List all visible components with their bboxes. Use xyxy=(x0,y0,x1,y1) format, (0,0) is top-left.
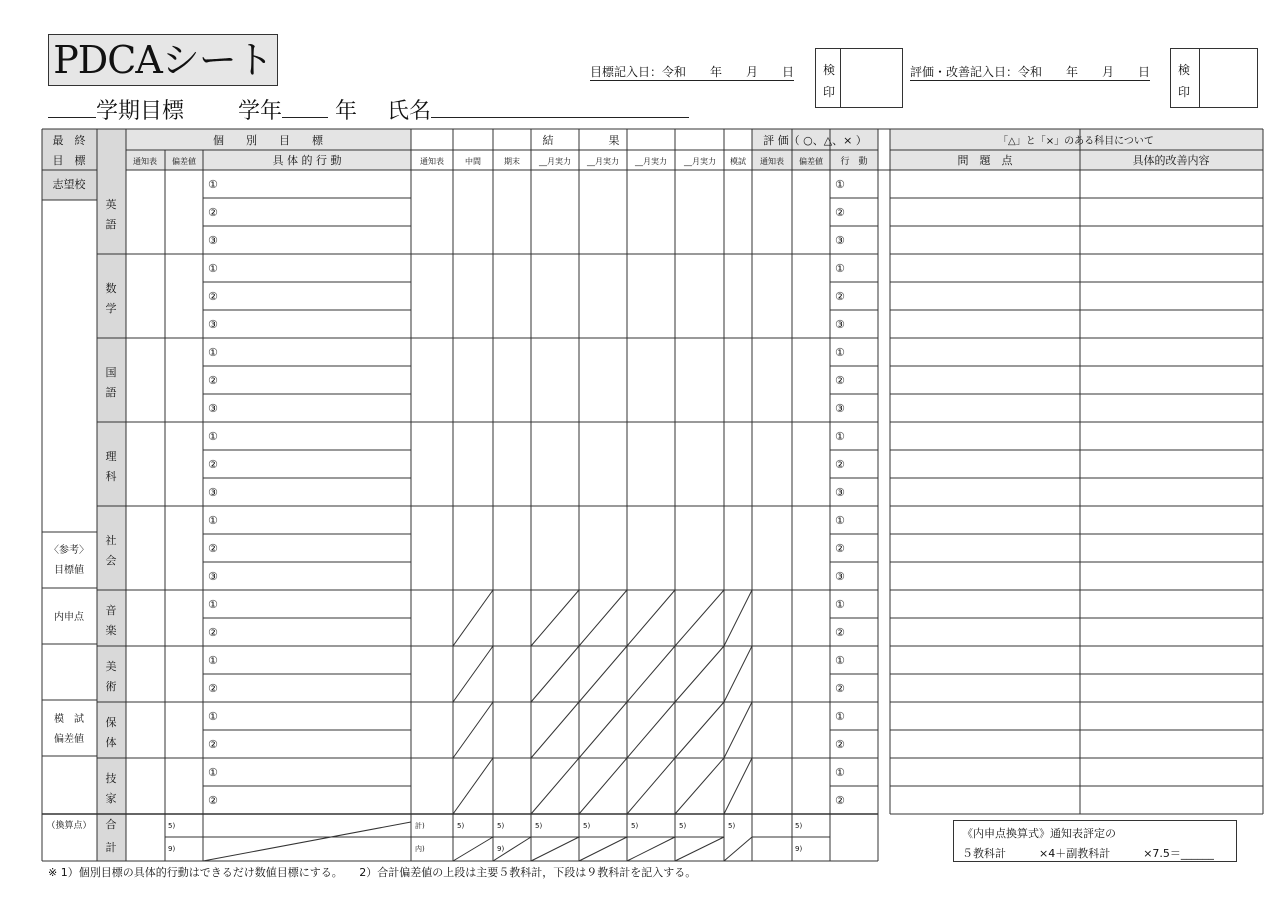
strike-diag xyxy=(724,702,752,758)
strike-diag xyxy=(675,702,724,758)
strike-diag xyxy=(453,702,493,758)
col-tsuchi: 通知表 xyxy=(133,157,157,166)
subject-name-6-b: 術 xyxy=(105,680,117,693)
total-diag xyxy=(675,837,724,861)
strike-diag xyxy=(579,758,627,814)
action-num-2-2: ③ xyxy=(208,402,218,415)
strike-diag xyxy=(675,646,724,702)
term-goal-label: 学期目標 xyxy=(96,99,185,124)
action-num-2-0: ① xyxy=(208,346,218,359)
strike-diag xyxy=(724,646,752,702)
action-num-0-0: ① xyxy=(208,178,218,191)
total-diag xyxy=(579,837,627,861)
results-group-label: 結 果 xyxy=(542,134,620,147)
total-diag xyxy=(531,837,579,861)
col-hensa: 偏差値 xyxy=(172,157,196,166)
action-num-7-0: ① xyxy=(208,710,218,723)
action-num-0-2: ③ xyxy=(208,234,218,247)
col-jitsu-1: __月実力 xyxy=(587,157,619,166)
strike-diag xyxy=(627,646,675,702)
res-five-6: 5) xyxy=(728,822,736,830)
koudou-num-2-1: ② xyxy=(835,374,845,387)
subject-name-7-b: 体 xyxy=(105,736,117,749)
action-num-3-1: ② xyxy=(208,458,218,471)
subject-name-3-b: 科 xyxy=(105,470,117,483)
strike-diag xyxy=(531,702,579,758)
eval-group-label: 評 価（ ○、△、× ） xyxy=(763,134,867,147)
strike-diag xyxy=(675,758,724,814)
total-diag xyxy=(627,837,675,861)
col-chukan: 中間 xyxy=(465,157,481,166)
subject-name-1-a: 数 xyxy=(105,282,117,295)
col-action: 具 体 的 行 動 xyxy=(272,154,342,167)
strike-diag xyxy=(453,758,493,814)
total-nine: 9) xyxy=(168,845,176,853)
total-five: 5) xyxy=(168,822,176,830)
action-num-6-1: ② xyxy=(208,682,218,695)
koudou-num-6-1: ② xyxy=(835,682,845,695)
res-five-3: 5) xyxy=(583,822,591,830)
col-jitsu-3: __月実力 xyxy=(684,157,716,166)
action-num-5-1: ② xyxy=(208,626,218,639)
subject-name-5-b: 楽 xyxy=(105,624,117,637)
name-label: 氏名 xyxy=(387,99,432,124)
koudou-num-8-0: ① xyxy=(835,766,845,779)
koudou-num-6-0: ① xyxy=(835,654,845,667)
formula-line: ５教科計 ×4＋副教科計 ×7.5＝______ xyxy=(962,847,1214,860)
col-kimatsu: 期末 xyxy=(504,157,520,166)
action-num-0-1: ② xyxy=(208,206,218,219)
subject-name-0-b: 語 xyxy=(105,218,117,231)
grade-label: 学年 xyxy=(238,99,283,124)
action-num-6-0: ① xyxy=(208,654,218,667)
strike-diag xyxy=(531,758,579,814)
action-num-2-1: ② xyxy=(208,374,218,387)
koudou-num-1-1: ② xyxy=(835,290,845,303)
koudou-num-5-0: ① xyxy=(835,598,845,611)
stamp-ken-label: 検 xyxy=(823,63,836,77)
col-improve: 具体的改善内容 xyxy=(1132,154,1210,167)
mock-label-1: 模 試 xyxy=(54,714,84,725)
subject-col-shade xyxy=(97,129,126,861)
action-num-4-1: ② xyxy=(208,542,218,555)
res-five-4: 5) xyxy=(631,822,639,830)
action-num-7-1: ② xyxy=(208,738,218,751)
strike-diag xyxy=(675,590,724,646)
review-entry-date: 評価・改善記入日：令和 年 月 日 xyxy=(910,65,1151,79)
school-label: 志望校 xyxy=(52,178,86,191)
koudou-num-4-2: ③ xyxy=(835,570,845,583)
action-num-4-2: ③ xyxy=(208,570,218,583)
col-moshi: 模試 xyxy=(730,157,746,166)
koudou-num-3-0: ① xyxy=(835,430,845,443)
koudou-num-3-2: ③ xyxy=(835,486,845,499)
koudou-num-2-2: ③ xyxy=(835,402,845,415)
res-five-1: 5) xyxy=(497,822,505,830)
subject-name-4-a: 社 xyxy=(105,534,117,547)
formula-title: 《内申点換算式》通知表評定の xyxy=(962,827,1116,840)
subject-name-1-b: 学 xyxy=(105,302,117,315)
class-label: 年 xyxy=(335,99,358,124)
formula-box xyxy=(953,820,1237,862)
final-goal-label-2: 目 標 xyxy=(52,154,86,167)
koudou-num-8-1: ② xyxy=(835,794,845,807)
koudou-num-1-0: ① xyxy=(835,262,845,275)
subject-name-2-a: 国 xyxy=(105,366,117,379)
strike-diag xyxy=(453,590,493,646)
koudou-num-5-1: ② xyxy=(835,626,845,639)
strike-diag xyxy=(579,590,627,646)
res-five-0: 5) xyxy=(457,822,465,830)
strike-diag xyxy=(531,590,579,646)
koudou-num-3-1: ② xyxy=(835,458,845,471)
subject-name-3-a: 理 xyxy=(105,450,117,463)
koudou-num-1-2: ③ xyxy=(835,318,845,331)
subject-name-5-a: 音 xyxy=(105,604,117,617)
col-jitsu-2: __月実力 xyxy=(635,157,667,166)
action-num-1-0: ① xyxy=(208,262,218,275)
subject-name-6-a: 美 xyxy=(105,660,117,673)
strike-diag xyxy=(724,590,752,646)
action-num-1-2: ③ xyxy=(208,318,218,331)
koudou-num-7-1: ② xyxy=(835,738,845,751)
conv-label: （換算点） xyxy=(46,821,92,831)
subject-name-8-a: 技 xyxy=(105,772,117,785)
koudou-num-0-2: ③ xyxy=(835,234,845,247)
issues-group-label: 「△」と「×」のある科目について xyxy=(998,136,1154,147)
res-five-2: 5) xyxy=(535,822,543,830)
action-num-3-0: ① xyxy=(208,430,218,443)
ref-label-1: 〈参考〉 xyxy=(49,545,89,556)
action-num-8-1: ② xyxy=(208,794,218,807)
koudou-num-4-1: ② xyxy=(835,542,845,555)
col-jitsu-0: __月実力 xyxy=(539,157,571,166)
subject-name-8-b: 家 xyxy=(105,792,117,805)
subject-name-2-b: 語 xyxy=(105,386,117,399)
strike-diag xyxy=(724,758,752,814)
total-diag xyxy=(724,837,752,861)
stamp-in-label-2: 印 xyxy=(1178,85,1191,99)
total-kei: 計) xyxy=(415,822,425,830)
total-diag xyxy=(203,822,411,861)
subject-name-7-a: 保 xyxy=(105,716,117,729)
strike-diag xyxy=(627,758,675,814)
total-name-b: 計 xyxy=(105,841,117,854)
action-num-3-2: ③ xyxy=(208,486,218,499)
col-problem: 問 題 点 xyxy=(957,154,1013,167)
final-goal-label-1: 最 終 xyxy=(52,134,86,147)
goals-group-label: 個 別 目 標 xyxy=(213,134,323,147)
strike-diag xyxy=(453,646,493,702)
stamp-in-label: 印 xyxy=(823,85,836,99)
stamp-ken-label-2: 検 xyxy=(1178,63,1191,77)
col-ev-hensa: 偏差値 xyxy=(799,157,823,166)
action-num-1-1: ② xyxy=(208,290,218,303)
koudou-num-0-0: ① xyxy=(835,178,845,191)
strike-diag xyxy=(579,646,627,702)
col-res-tsuchi: 通知表 xyxy=(420,157,444,166)
koudou-num-0-1: ② xyxy=(835,206,845,219)
action-num-5-0: ① xyxy=(208,598,218,611)
subject-name-0-a: 英 xyxy=(105,198,117,211)
strike-diag xyxy=(531,646,579,702)
naishin-label: 内申点 xyxy=(54,612,84,623)
ev-five: 5) xyxy=(795,822,803,830)
action-num-8-0: ① xyxy=(208,766,218,779)
goal-entry-date: 目標記入日：令和 年 月 日 xyxy=(590,65,795,79)
col-ev-tsuchi: 通知表 xyxy=(760,157,784,166)
res-five-5: 5) xyxy=(679,822,687,830)
strike-diag xyxy=(627,590,675,646)
total-diag xyxy=(453,837,493,861)
total-nai: 内) xyxy=(415,845,425,853)
ref-label-2: 目標値 xyxy=(54,565,84,576)
sheet-title: PDCAシート xyxy=(48,34,278,86)
action-num-4-0: ① xyxy=(208,514,218,527)
subject-name-4-b: 会 xyxy=(105,554,117,567)
ev-nine: 9) xyxy=(795,845,803,853)
koudou-num-7-0: ① xyxy=(835,710,845,723)
res-nine: 9) xyxy=(497,845,505,853)
koudou-num-2-0: ① xyxy=(835,346,845,359)
footnote: ※ 1）個別目標の具体的行動はできるだけ数値目標にする。 2）合計偏差値の上段は主要５教科計，下段は９教科計を記入する。 xyxy=(48,866,697,879)
mock-label-2: 偏差値 xyxy=(54,734,84,745)
total-name-a: 合 xyxy=(105,818,117,831)
strike-diag xyxy=(627,702,675,758)
strike-diag xyxy=(579,702,627,758)
col-koudou: 行 動 xyxy=(840,157,868,167)
koudou-num-4-0: ① xyxy=(835,514,845,527)
